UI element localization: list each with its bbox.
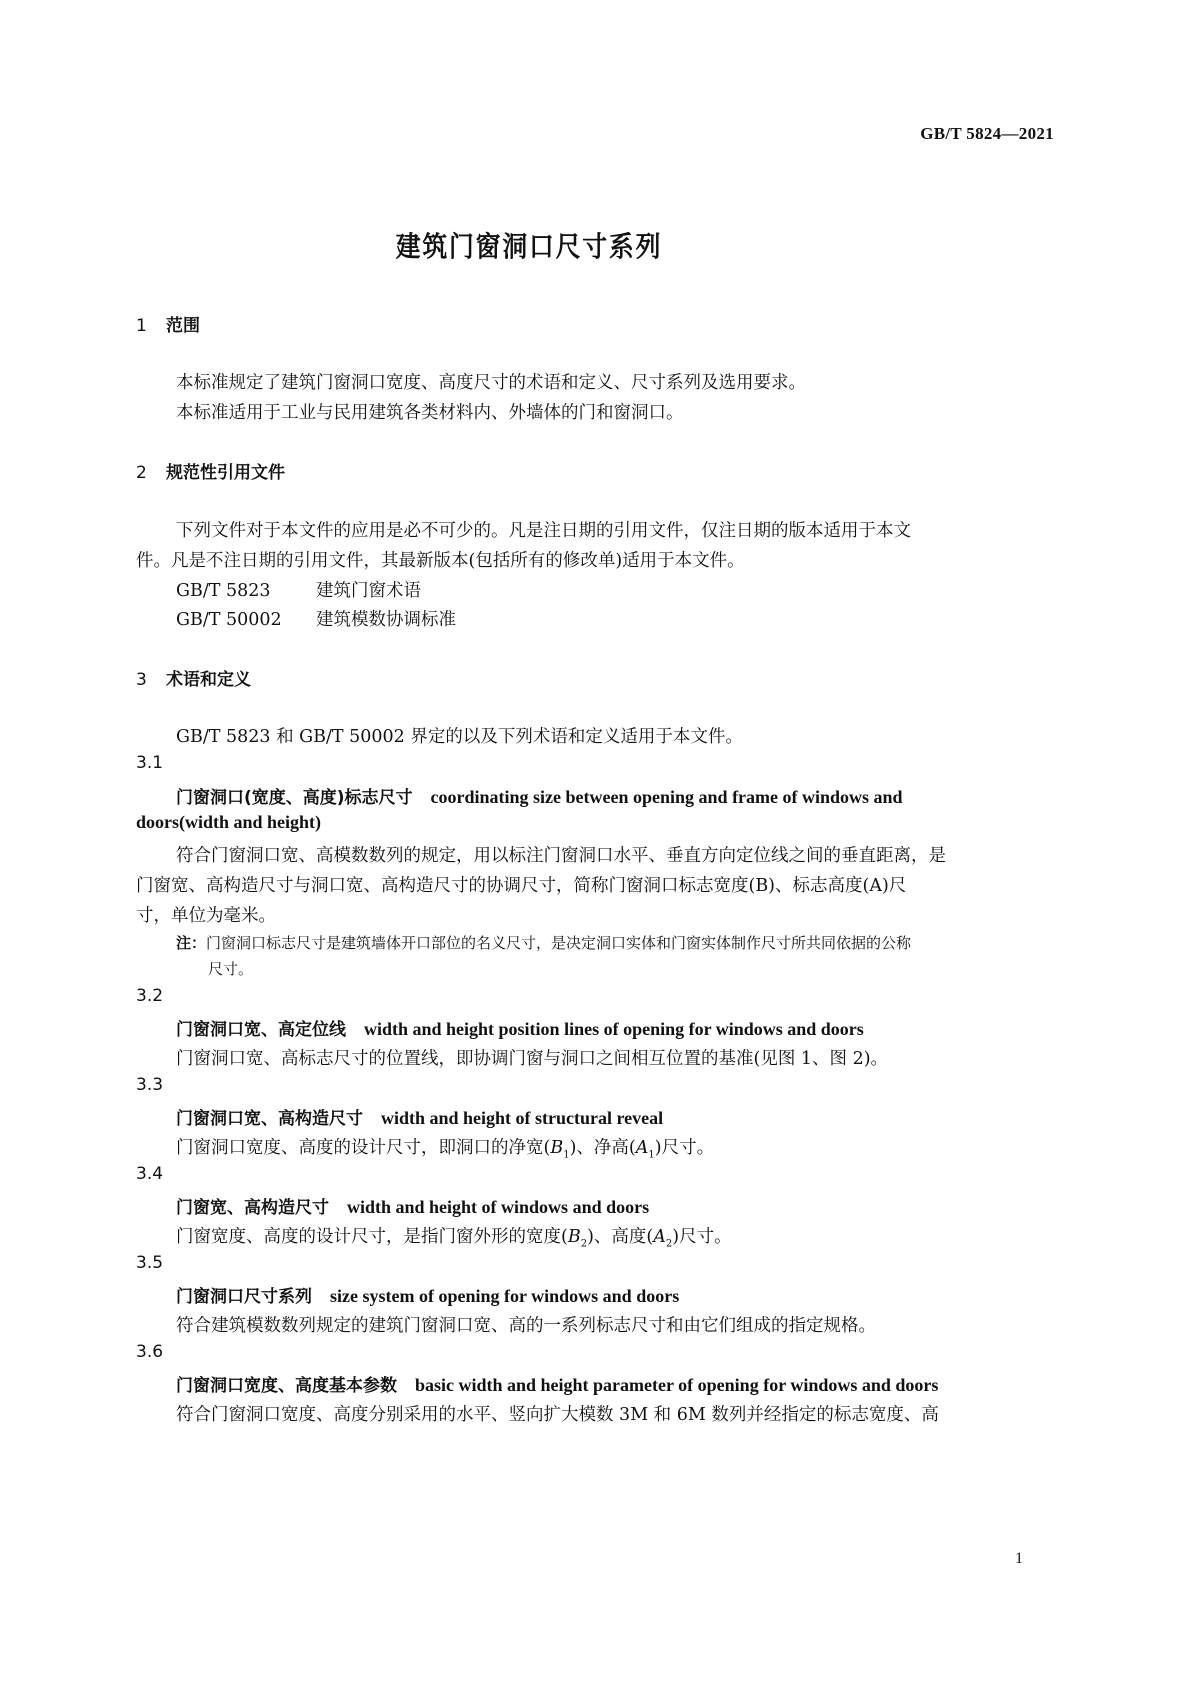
- term-heading: [176, 1371, 938, 1396]
- symbol: A: [653, 1227, 666, 1247]
- symbol: B: [567, 1227, 581, 1247]
- definition-text: )、高度(: [587, 1227, 654, 1247]
- paragraph: 本标准适用于工业与民用建筑各类材料内、外墙体的门和窗洞口。: [176, 403, 684, 423]
- definition-continuation: 门窗宽、高构造尺寸与洞口宽、高构造尺寸的协调尺寸，简称门窗洞口标志宽度(B)、标志高度(A)尺: [136, 876, 907, 896]
- paragraph-continuation: 件。凡是不注日期的引用文件，其最新版本(包括所有的修改单)适用于本文件。: [136, 551, 745, 571]
- definition: 符合建筑模数数列规定的建筑门窗洞口宽、高的一系列标志尺寸和由它们组成的指定规格。: [176, 1316, 876, 1336]
- clause-number: 3.1: [136, 753, 164, 773]
- reference-code: GB/T 5823: [176, 581, 271, 601]
- normative-reference: [176, 577, 421, 602]
- definition-text: )尺寸。: [654, 1138, 715, 1158]
- reference-title: 建筑模数协调标准: [316, 610, 456, 630]
- section-3-heading: [136, 665, 251, 690]
- paragraph: 本标准规定了建筑门窗洞口宽度、高度尺寸的术语和定义、尺寸系列及选用要求。: [176, 373, 806, 393]
- term-heading: [176, 1193, 649, 1218]
- section-2-heading: [136, 458, 285, 483]
- note-label: 注：: [176, 934, 207, 952]
- term-heading: [176, 1282, 679, 1307]
- definition: 符合门窗洞口宽度、高度分别采用的水平、竖向扩大模数 3M 和 6M 数列并经指定的标志宽度、高: [176, 1405, 939, 1425]
- symbol: B: [550, 1138, 564, 1158]
- clause-number: 3.5: [136, 1253, 164, 1273]
- reference-code: GB/T 50002: [176, 610, 282, 630]
- section-number: 1: [136, 316, 147, 336]
- document-title: 建筑门窗洞口尺寸系列: [395, 230, 663, 263]
- note-continuation: 尺寸。: [208, 960, 254, 978]
- term-en: width and height of structural reveal: [381, 1108, 664, 1128]
- page-number: 1: [1015, 1550, 1023, 1567]
- term-zh: 门窗宽、高构造尺寸: [176, 1198, 329, 1218]
- symbol: A: [635, 1138, 649, 1158]
- term-en: coordinating size between opening and frame of windows and: [430, 787, 903, 807]
- clause-number: 3.2: [136, 986, 164, 1006]
- definition: 符合门窗洞口宽、高模数数列的规定，用以标注门窗洞口水平、垂直方向定位线之间的垂直距离，是: [176, 846, 946, 866]
- section-number: 3: [136, 670, 147, 690]
- definition-continuation: 寸，单位为毫米。: [136, 906, 276, 926]
- clause-number: 3.6: [136, 1342, 164, 1362]
- definition: 门窗洞口宽、高标志尺寸的位置线，即协调门窗与洞口之间相互位置的基准(见图 1、图 2)。: [176, 1049, 889, 1069]
- definition-text: 门窗洞口宽度、高度的设计尺寸，即洞口的净宽(: [176, 1138, 551, 1158]
- reference-title: 建筑门窗术语: [316, 581, 421, 601]
- term-en: width and height of windows and doors: [347, 1197, 650, 1217]
- section-title: 范围: [166, 316, 200, 336]
- symbol-subscript: 1: [563, 1149, 570, 1161]
- note-text: 门窗洞口标志尺寸是建筑墙体开口部位的名义尺寸，是决定洞口实体和门窗实体制作尺寸所共同依据的公称: [206, 934, 912, 952]
- document-number: GB/T 5824—2021: [920, 124, 1054, 143]
- paragraph: GB/T 5823 和 GB/T 50002 界定的以及下列术语和定义适用于本文件。: [176, 727, 743, 747]
- definition-text: )尺寸。: [672, 1227, 732, 1247]
- clause-number: 3.4: [136, 1164, 164, 1184]
- definition-text: )、净高(: [569, 1138, 636, 1158]
- symbol-subscript: 2: [580, 1238, 588, 1250]
- term-en: basic width and height parameter of opening for windows and doors: [415, 1375, 939, 1395]
- term-zh: 门窗洞口宽、高构造尺寸: [176, 1109, 363, 1129]
- symbol-subscript: 1: [648, 1149, 655, 1161]
- term-heading: [176, 783, 903, 808]
- definition-text: 门窗宽度、高度的设计尺寸，是指门窗外形的宽度(: [176, 1227, 568, 1247]
- term-zh: 门窗洞口宽、高定位线: [176, 1020, 346, 1040]
- term-en: size system of opening for windows and doors: [330, 1286, 680, 1306]
- definition: [176, 1223, 732, 1250]
- section-1-heading: [136, 311, 200, 336]
- symbol-subscript: 2: [665, 1238, 673, 1250]
- term-zh: 门窗洞口宽度、高度基本参数: [176, 1376, 397, 1396]
- note: [176, 932, 911, 953]
- term-en-continuation: doors(width and height): [136, 812, 322, 832]
- term-zh: 门窗洞口尺寸系列: [176, 1287, 312, 1307]
- term-en: width and height position lines of opening for windows and doors: [364, 1019, 864, 1039]
- definition: [176, 1134, 714, 1161]
- term-heading: [176, 1015, 864, 1040]
- paragraph: 下列文件对于本文件的应用是必不可少的。凡是注日期的引用文件，仅注日期的版本适用于本文: [176, 521, 911, 541]
- section-title: 术语和定义: [166, 670, 251, 690]
- section-number: 2: [136, 463, 147, 483]
- normative-reference: [176, 606, 456, 631]
- section-title: 规范性引用文件: [166, 463, 285, 483]
- term-heading: [176, 1104, 663, 1129]
- clause-number: 3.3: [136, 1075, 164, 1095]
- term-zh: 门窗洞口(宽度、高度)标志尺寸: [176, 788, 413, 808]
